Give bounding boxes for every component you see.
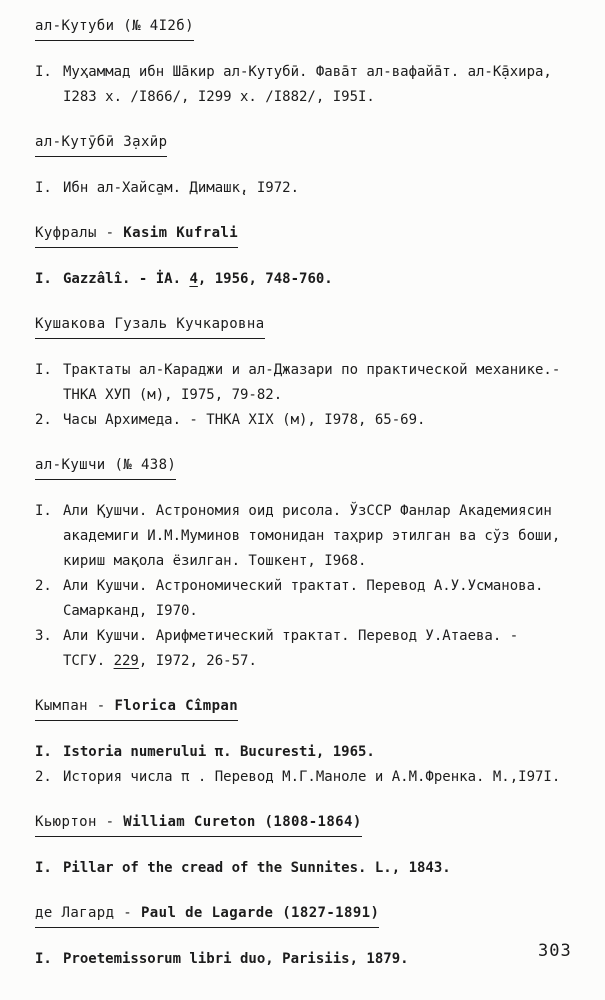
bibliography-entry	[35, 408, 563, 433]
text-segment: ал-Кутуби (№ 4I2б)	[35, 18, 194, 34]
entry-text	[63, 624, 563, 674]
bibliography-entry	[35, 358, 563, 408]
entry-text	[63, 60, 563, 110]
text-segment: , I972, 26-57.	[138, 653, 257, 669]
bibliography-section	[35, 453, 575, 674]
entry-list	[35, 499, 563, 674]
bibliography-section	[35, 221, 575, 292]
bibliography-section	[35, 694, 575, 790]
entry-list	[35, 267, 563, 292]
entry-number: I.	[35, 271, 52, 287]
bibliography-section	[35, 901, 575, 972]
entry-text	[63, 856, 563, 881]
text-segment: Gazzâlî. - İA.	[63, 271, 190, 287]
entry-text	[63, 765, 563, 790]
bibliography-section	[35, 130, 575, 201]
bibliography-entry	[35, 176, 563, 201]
text-segment: Трактаты ал-Караджи и ал-Джазари по практической механике.- ТНКА ХУП (м), I975, 79-82.	[63, 362, 561, 403]
entry-number: I.	[35, 180, 52, 196]
text-segment: Pillar of the cread of the Sunnites. L., 1843.	[63, 860, 451, 876]
text-segment: Proetemissorum libri duo, Parisiis, 1879.	[63, 951, 409, 967]
text-segment: 229	[113, 653, 139, 669]
entry-number: 2.	[35, 578, 52, 594]
text-segment: Али Қушчи. Астрономия оид рисола. ЎзССР Фанлар Академиясин академиги И.М.Муминов томонидан таҳрир этилган ва сўз боши, кириш мақола ёзилган. Тошкент, I968.	[63, 503, 561, 569]
entry-text	[63, 499, 563, 574]
text-segment: , 1956, 748-760.	[197, 271, 333, 287]
text-segment: ал-Кушчи (№ 438)	[35, 457, 177, 473]
bibliography-entry	[35, 267, 563, 292]
entry-text	[63, 267, 563, 292]
bibliography-section	[35, 810, 575, 881]
text-segment: Али Кушчи. Астрономический трактат. Перевод А.У.Усманова. Самарканд, I970.	[63, 578, 544, 619]
entry-number: I.	[35, 64, 52, 80]
text-segment: Istoria numerului π. Bucuresti, 1965.	[63, 744, 375, 760]
text-segment: Кушакова Гузаль Кучкаровна	[35, 316, 265, 332]
bibliography-entry	[35, 856, 563, 881]
entry-number: 2.	[35, 412, 52, 428]
bibliography-entry	[35, 624, 563, 674]
page-number: 303	[538, 941, 572, 961]
entry-number: I.	[35, 744, 52, 760]
entry-list	[35, 358, 563, 433]
entry-number: 3.	[35, 628, 52, 644]
entry-number: I.	[35, 860, 52, 876]
text-segment: Kasim Kufrali	[123, 225, 239, 241]
entry-list	[35, 176, 563, 201]
text-segment: Кьюртон -	[35, 814, 124, 830]
text-segment: Florica Cîmpan	[114, 698, 239, 714]
entry-list	[35, 740, 563, 790]
entry-number: I.	[35, 951, 52, 967]
text-segment: Часы Архимеда. - ТНКА XIX (м), I978, 65-69.	[63, 412, 426, 428]
text-segment: де Лагард -	[35, 905, 141, 921]
bibliography	[35, 14, 575, 972]
text-segment: ал-Кутӯбӣ З̣ахӣр	[35, 134, 168, 150]
text-segment: Куфралы -	[35, 225, 124, 241]
entry-text	[63, 947, 563, 972]
bibliography-entry	[35, 740, 563, 765]
bibliography-entry	[35, 574, 563, 624]
section-heading	[35, 901, 379, 928]
bibliography-entry	[35, 765, 563, 790]
text-segment: 4	[189, 271, 198, 287]
text-segment: Кымпан -	[35, 698, 115, 714]
text-segment: Муҳаммад ибн Ша̄кир ал-Кутубӣ. Фава̄т ал-вафайа̄т. ал-К̣а̄хира, I283 х. /I866/, I299 х. /I882/, I95I.	[63, 64, 552, 105]
entry-text	[63, 176, 563, 201]
entry-list	[35, 947, 563, 972]
text-segment: William Cureton (1808-1864)	[123, 814, 362, 830]
entry-list	[35, 60, 563, 110]
entry-list	[35, 856, 563, 881]
entry-number: 2.	[35, 769, 52, 785]
entry-number: I.	[35, 362, 52, 378]
section-heading	[35, 312, 265, 339]
section-heading	[35, 221, 238, 248]
section-heading	[35, 810, 362, 837]
text-segment: История числа π . Перевод М.Г.Маноле и А.М.Френка. М.,I97I.	[63, 769, 561, 785]
section-heading	[35, 694, 238, 721]
entry-text	[63, 408, 563, 433]
text-segment: Али Кушчи. Арифметический трактат. Перевод У.Атаева. - ТСГУ.	[63, 628, 519, 669]
text-segment: Ибн ал-Хайс̱ам. Димашк̣, I972.	[63, 180, 300, 196]
bibliography-section	[35, 14, 575, 110]
entry-text	[63, 740, 563, 765]
bibliography-entry	[35, 947, 563, 972]
section-heading	[35, 453, 176, 480]
entry-number: I.	[35, 503, 52, 519]
entry-text	[63, 574, 563, 624]
bibliography-section	[35, 312, 575, 433]
bibliography-entry	[35, 499, 563, 574]
section-heading	[35, 130, 167, 157]
section-heading	[35, 14, 194, 41]
bibliography-entry	[35, 60, 563, 110]
text-segment: Paul de Lagarde (1827-1891)	[140, 905, 380, 921]
entry-text	[63, 358, 563, 408]
